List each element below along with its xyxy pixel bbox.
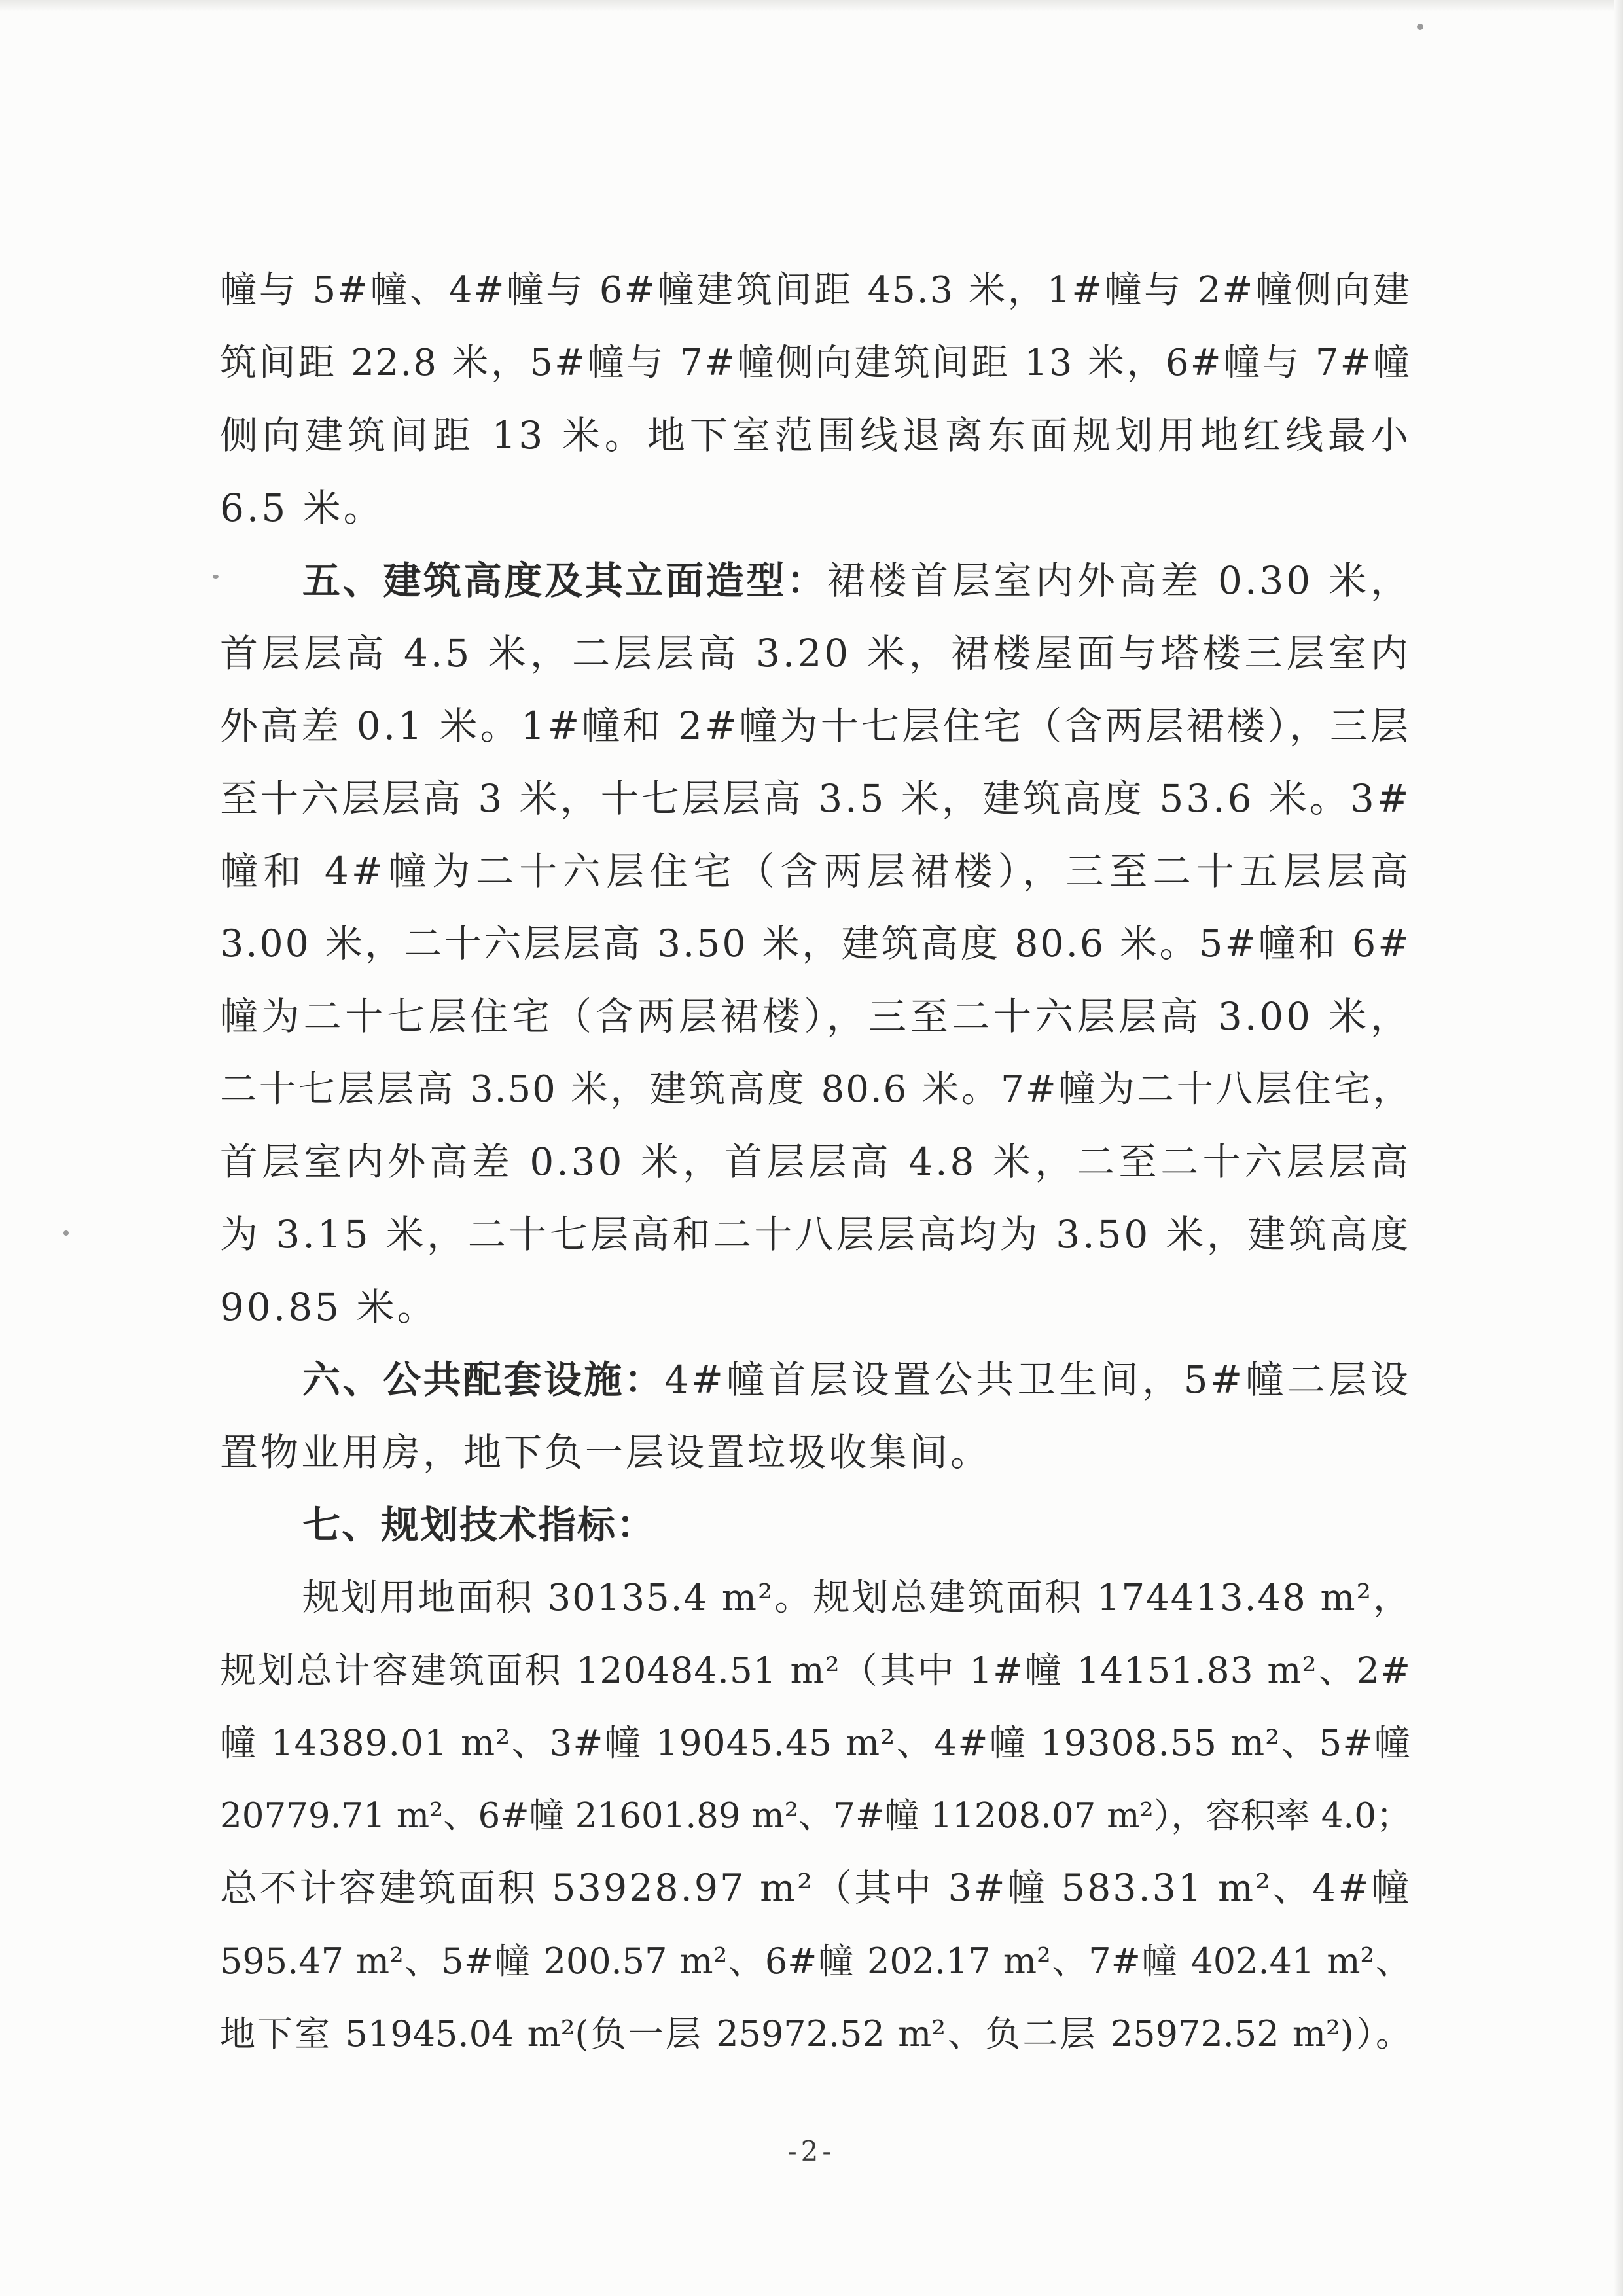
text-line: 规划用地面积 30135.4 m²。规划总建筑面积 174413.48 m²， (302, 1577, 1411, 1619)
text-line: 幢 14389.01 m²、3#幢 19045.45 m²、4#幢 19308.55 m²、5#幢 (220, 1722, 1411, 1764)
text-line: 二十七层层高 3.50 米，建筑高度 80.6 米。7#幢为二十八层住宅， (220, 1068, 1411, 1111)
section-6-heading: 六、公共配套设施： (302, 1357, 665, 1402)
text-line: 地下室 51945.04 m²(负一层 25972.52 m²、负二层 25972.52 m²)）。 (220, 2013, 1411, 2054)
scan-edge-top (0, 0, 1623, 12)
text-line: 幢与 5#幢、4#幢与 6#幢建筑间距 45.3 米，1#幢与 2#幢侧向建 (220, 269, 1411, 312)
text-line: 首层室内外高差 0.30 米，首层层高 4.8 米，二至二十六层层高 (220, 1139, 1411, 1184)
text-line: 3.00 米，二十六层层高 3.50 米，建筑高度 80.6 米。5#幢和 6# (220, 922, 1411, 965)
text-line: 侧向建筑间距 13 米。地下室范围线退离东面规划用地红线最小 (220, 413, 1411, 457)
text-span: 裙楼首层室内外高差 0.30 米， (827, 558, 1411, 603)
text-line: 规划总计容建筑面积 120484.51 m²（其中 1#幢 14151.83 m²、2# (220, 1649, 1411, 1691)
text-line: 总不计容建筑面积 53928.97 m²（其中 3#幢 583.31 m²、4#幢 (220, 1867, 1411, 1910)
body-text (220, 254, 1411, 2070)
section-7-first-line (220, 1489, 1411, 1562)
text-line: 595.47 m²、5#幢 200.57 m²、6#幢 202.17 m²、7#幢 402.41 m²、 (220, 1941, 1411, 1982)
scan-edge-right (1614, 0, 1623, 2296)
text-line: 为 3.15 米，二十七层高和二十八层层高均为 3.50 米，建筑高度 (220, 1212, 1411, 1257)
text-line: 6.5 米。 (220, 486, 384, 530)
text-span: 4#幢首层设置公共卫生间，5#幢二层设 (664, 1357, 1411, 1402)
text-line: 筑间距 22.8 米，5#幢与 7#幢侧向建筑间距 13 米，6#幢与 7#幢 (220, 342, 1411, 384)
scan-speck (63, 1230, 69, 1236)
section-7-heading: 七、规划技术指标： (302, 1503, 656, 1547)
text-line: 90.85 米。 (220, 1285, 438, 1329)
text-line: 幢为二十七层住宅（含两层裙楼），三至二十六层层高 3.00 米， (220, 994, 1411, 1039)
section-6-first-line (220, 1344, 1411, 1416)
text-line: 幢和 4#幢为二十六层住宅（含两层裙楼），三至二十五层层高 (220, 849, 1411, 893)
page-number: -2- (787, 2135, 836, 2167)
scan-speck (1417, 24, 1423, 30)
text-line: 首层层高 4.5 米，二层层高 3.20 米，裙楼屋面与塔楼三层室内 (220, 631, 1411, 675)
text-line: 置物业用房，地下负一层设置垃圾收集间。 (220, 1430, 991, 1475)
section-5-first-line (220, 545, 1411, 617)
scan-speck (213, 575, 219, 579)
section-5-heading: 五、建筑高度及其立面造型： (302, 558, 827, 603)
text-line: 20779.71 m²、6#幢 21601.89 m²、7#幢 11208.07 m²），容积率 4.0； (220, 1796, 1411, 1836)
text-line: 外高差 0.1 米。1#幢和 2#幢为十七层住宅（含两层裙楼），三层 (220, 704, 1411, 748)
text-line: 至十六层层高 3 米，十七层层高 3.5 米，建筑高度 53.6 米。3# (220, 776, 1412, 821)
